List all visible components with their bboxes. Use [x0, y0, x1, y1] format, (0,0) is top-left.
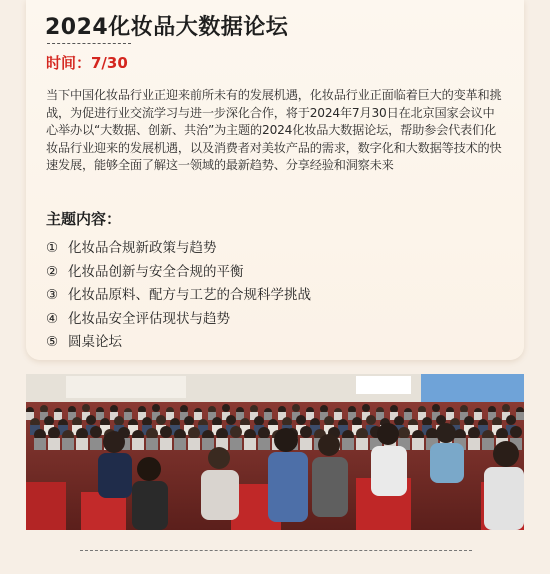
topic-item: ⑤ 圆桌论坛: [46, 334, 122, 350]
topics-list: [46, 236, 311, 354]
topic-item: ① 化妆品合规新政策与趋势: [46, 240, 217, 256]
bottom-divider: [80, 550, 472, 551]
forum-time: 时间：7/30: [46, 54, 128, 72]
forum-description: 当下中国化妆品行业正迎来前所未有的发展机遇，化妆品行业正面临着巨大的变革和挑战，为促进行业交流学习与进一步深化合作，将于2024年7月30日在北京国家会议中心举办以“大数据、创新、共治”为主题的2024化妆品大数据论坛，帮助参会代表们化妆品行业迎来的发展机遇，以及消费者对美妆产品的需求，数字化和大数据等技术的快速发展，能够全面了解这一领域的最新趋势、分享经验和洞察未来: [46, 88, 502, 172]
topics-heading: 主题内容：: [46, 210, 122, 228]
topic-item: ③ 化妆品原料、配方与工艺的合规科学挑战: [46, 287, 311, 303]
title-divider: [47, 43, 131, 44]
forum-title: 2024化妆品大数据论坛: [45, 15, 289, 40]
topic-item: ④ 化妆品安全评估现状与趋势: [46, 310, 230, 327]
conference-photo: [26, 374, 524, 530]
topic-item: ② 化妆品创新与安全合规的平衡: [46, 263, 244, 280]
